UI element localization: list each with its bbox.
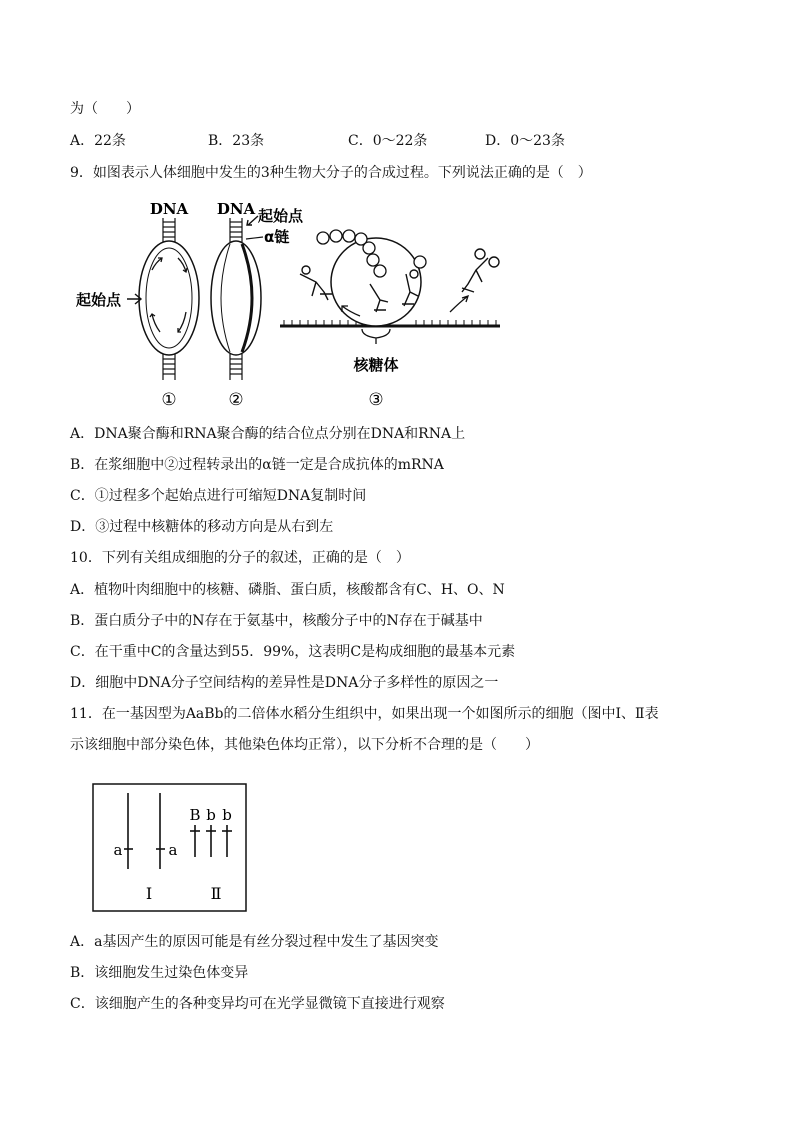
- gene-a-2: a: [168, 841, 178, 859]
- q9-option-d: D．③过程中核糖体的移动方向是从右到左: [70, 519, 334, 535]
- q9-option-b: B．在浆细胞中②过程转录出的α链一定是合成抗体的mRNA: [70, 457, 444, 473]
- chromosome-group-2: [190, 825, 232, 857]
- ribosome-brace: [362, 329, 390, 344]
- q11-option-a: A．a基因产生的原因可能是有丝分裂过程中发生了基因突变: [70, 934, 439, 950]
- q8-option-d: D．0～23条: [485, 133, 565, 149]
- replication-bubble-outer: [139, 241, 199, 355]
- q9-option-c: C．①过程多个起始点进行可缩短DNA复制时间: [70, 488, 367, 504]
- dna-rungs-bottom-1: [163, 354, 175, 380]
- q10-option-c: C．在干重中C的含量达到55．99%，这表明C是构成细胞的最基本元素: [70, 644, 516, 660]
- q8-option-a: A．22条: [70, 133, 126, 149]
- q9-option-a: A．DNA聚合酶和RNA聚合酶的结合位点分别在DNA和RNA上: [70, 426, 466, 442]
- gene-a-1: a: [113, 841, 123, 859]
- alpha-chain-strand: [242, 244, 252, 352]
- q9-figure: [70, 192, 510, 414]
- trna-enter-arrow: [450, 296, 468, 312]
- dna-rungs-top-2: [230, 218, 242, 242]
- q9-alpha-chain-label: α链: [264, 228, 290, 246]
- q9-ribosome-label: 核糖体: [353, 356, 399, 374]
- q9-panel-label-1: ①: [161, 390, 177, 410]
- q10-option-a: A．植物叶肉细胞中的核糖、磷脂、蛋白质，核酸都含有C、H、O、N: [70, 582, 505, 598]
- dna-rungs-bottom-2: [230, 354, 242, 380]
- q9-panel-label-3: ③: [368, 390, 384, 410]
- q11-figure: [92, 783, 248, 913]
- gene-B: B: [189, 806, 201, 824]
- dna-rungs-top-1: [163, 218, 175, 242]
- q11-option-b: B．该细胞发生过染色体变异: [70, 965, 249, 981]
- q9-stem: 9．如图表示人体细胞中发生的3种生物大分子的合成过程。下列说法正确的是（ ）: [70, 165, 592, 181]
- q11-stem-line-2: 示该细胞中部分染色体，其他染色体均正常），以下分析不合理的是（ ）: [70, 737, 539, 753]
- replication-fork-arrows: [150, 258, 187, 332]
- q9-origin-label-right: 起始点: [258, 207, 304, 225]
- q11-option-c: C．该细胞产生的各种变异均可在光学显微镜下直接进行观察: [70, 996, 445, 1012]
- transcription-bubble-inner: [221, 244, 230, 352]
- q11-stem-line-1: 11．在一基因型为AaBb的二倍体水稻分生组织中，如果出现一个如图所示的细胞（图中Ⅰ、Ⅱ表: [70, 706, 659, 722]
- q10-stem: 10．下列有关组成细胞的分子的叙述，正确的是（ ）: [70, 550, 410, 566]
- alpha-chain-pointer: [246, 237, 263, 239]
- q8-option-b: B．23条: [208, 133, 265, 149]
- q9-origin-label-left: 起始点: [76, 291, 122, 309]
- gene-b-1: b: [206, 806, 216, 824]
- chromosome-label-I: Ⅰ: [145, 884, 153, 903]
- q10-option-d: D．细胞中DNA分子空间结构的差异性是DNA分子多样性的原因之一: [70, 675, 499, 691]
- q8-option-c: C．0～22条: [348, 133, 428, 149]
- q9-dna-label-1: DNA: [149, 200, 189, 218]
- gene-b-2: b: [222, 806, 232, 824]
- q9-dna-label-2: DNA: [216, 200, 256, 218]
- replication-bubble-inner: [146, 248, 192, 348]
- chromosome-group-1: [124, 793, 165, 869]
- q10-option-b: B．蛋白质分子中的N存在于氨基中，核酸分子中的N存在于碱基中: [70, 613, 483, 629]
- q8-stem-tail: 为（ ）: [70, 101, 140, 117]
- chromosome-label-II: Ⅱ: [210, 884, 222, 903]
- q9-panel-label-2: ②: [228, 390, 244, 410]
